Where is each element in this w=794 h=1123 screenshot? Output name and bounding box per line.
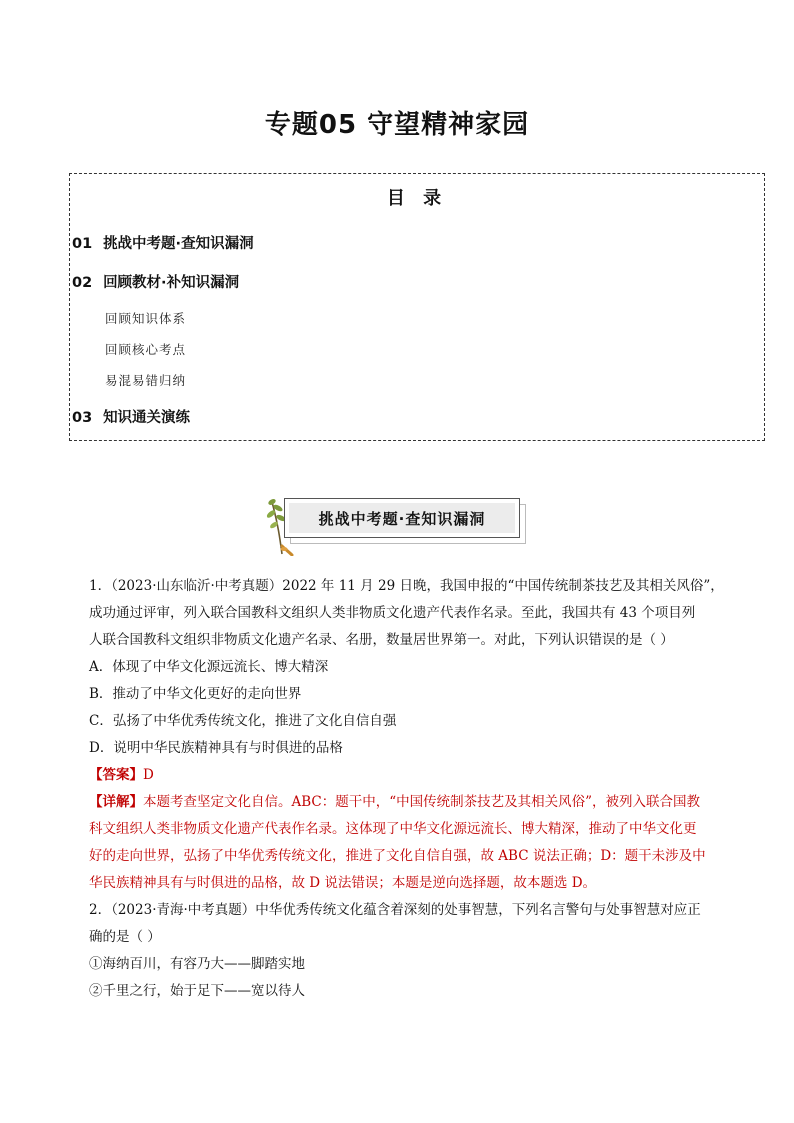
- question-2-line: 2．（2023·青海·中考真题）中华优秀传统文化蕴含着深刻的处事智慧，下列名言警句与处事智慧对应正: [89, 902, 701, 918]
- question-2-item: ①海纳百川，有容乃大——脚踏实地: [89, 956, 305, 972]
- toc-item-number: 01: [72, 236, 93, 252]
- answer-label: 【答案】: [89, 767, 143, 783]
- section-banner: [262, 494, 532, 554]
- page-title: 专题05 守望精神家园: [264, 110, 530, 140]
- question-1-line: 成功通过评审，列入联合国教科文组织人类非物质文化遗产代表作名录。至此，我国共有 43 个项目列: [89, 605, 696, 621]
- toc-subitem-knowledge-system[interactable]: 回顾知识体系: [105, 311, 187, 326]
- option-a: A．体现了中华文化源远流长、博大精深: [89, 659, 329, 675]
- toc-item-label: 回顾教材·补知识漏洞: [103, 275, 240, 291]
- toc-item-number: 02: [72, 275, 93, 291]
- option-d: D．说明中华民族精神具有与时俱进的品格: [89, 740, 343, 756]
- question-2-item: ②千里之行，始于足下——宽以待人: [89, 983, 305, 999]
- toc-subitem-mistakes[interactable]: 易混易错归纳: [105, 373, 187, 388]
- question-2-line: 确的是（ ）: [89, 929, 161, 945]
- toc-item-02[interactable]: [72, 271, 239, 292]
- detail-line: 华民族精神具有与时俱进的品格，故 D 说法错误；本题是逆向选择题，故本题选 D。: [89, 875, 597, 891]
- option-c: C．弘扬了中华优秀传统文化，推进了文化自信自强: [89, 713, 397, 729]
- table-of-contents: [69, 173, 765, 441]
- detail-label: 【详解】: [89, 794, 143, 810]
- question-1-line: 1．（2023·山东临沂·中考真题）2022 年 11 月 29 日晚，我国申报的“中国传统制茶技艺及其相关风俗”，: [89, 578, 724, 594]
- toc-item-label: 挑战中考题·查知识漏洞: [103, 236, 254, 252]
- toc-item-03[interactable]: [72, 406, 190, 427]
- answer-line: [89, 762, 154, 788]
- toc-item-number: 03: [72, 410, 93, 426]
- toc-subitem-core-points[interactable]: 回顾核心考点: [105, 342, 187, 357]
- question-1-line: 人联合国教科文组织非物质文化遗产名录、名册，数量居世界第一。对此，下列认识错误的是（ ）: [89, 632, 674, 648]
- detail-line: 好的走向世界，弘扬了中华优秀传统文化，推进了文化自信自强，故 ABC 说法正确；D：题干未涉及中: [89, 848, 706, 864]
- toc-item-label: 知识通关演练: [103, 410, 191, 426]
- banner-frame: [284, 498, 520, 538]
- detail-text: 本题考查坚定文化自信。ABC：题干中，“中国传统制茶技艺及其相关风俗”，被列入联合国教: [143, 794, 701, 810]
- detail-line: 科文组织人类非物质文化遗产代表作名录。这体现了中华文化源远流长、博大精深，推动了中华文化更: [89, 821, 697, 837]
- banner-label: 挑战中考题·查知识漏洞: [289, 503, 515, 533]
- detail-line: [89, 789, 729, 815]
- answer-value: D: [143, 767, 154, 783]
- option-b: B．推动了中华文化更好的走向世界: [89, 686, 302, 702]
- toc-heading: 目 录: [386, 188, 448, 209]
- toc-item-01[interactable]: [72, 232, 254, 253]
